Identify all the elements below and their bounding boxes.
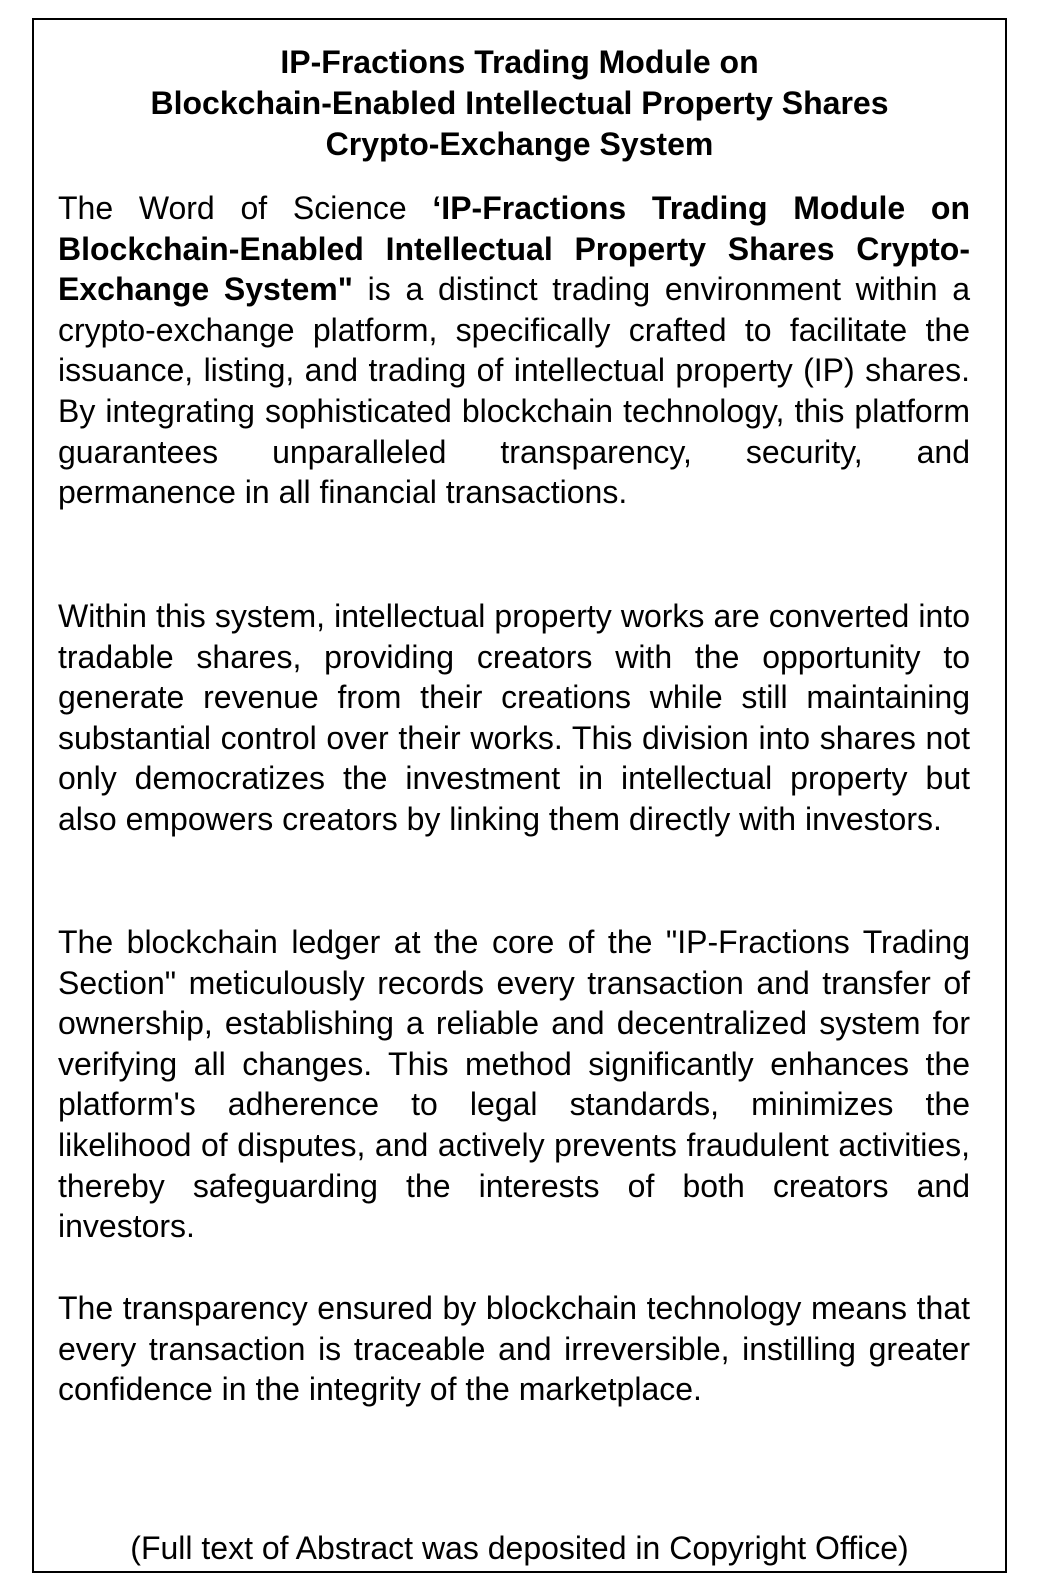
footer-note: (Full text of Abstract was deposited in Copyright Office) [130, 1530, 909, 1566]
paragraph-ledger: The blockchain ledger at the core of the "IP-Fractions Trading Section" meticulously records every transaction and transfer of ownership, establishing a reliable and decentralized system for verifying all changes. This method significantly enhances the platform's adherence to legal standards, minimizes the likelihood of disputes, and actively prevents fraudulent activities, thereby safeguarding the interests of both creators and investors. [58, 924, 970, 1245]
document-frame [32, 18, 1007, 1573]
title-line-1: IP-Fractions Trading Module on [280, 44, 759, 80]
paragraph-shares: Within this system, intellectual property works are converted into tradable shares, providing creators with the opportunity to generate revenue from their creations while still maintaining substantial control over their works. This division into shares not only democratizes the investment in intellectual property but also empowers creators by linking them directly with investors. [58, 598, 970, 837]
title-line-3: Crypto-Exchange System [325, 126, 714, 162]
paragraph-intro-lead: The Word of Science [58, 190, 433, 226]
title-line-2: Blockchain-Enabled Intellectual Property Shares [150, 85, 889, 121]
paragraph-intro-module-name: ‘IP-Fractions Trading Module on Blockchain-Enabled Intellectual Property Shares Crypto-Exchange System" [58, 190, 971, 308]
document-title [34, 42, 1005, 165]
paragraph-intro-rest: is a distinct trading environment within a crypto-exchange platform, specifically crafted to facilitate the issuance, listing, and trading of intellectual property (IP) shares. By integrating sophisticated blockchain technology, this platform guarantees unparalleled transparency, security, and permanence in all financial transactions. [58, 271, 971, 511]
paragraph-intro [58, 188, 970, 513]
paragraph-transparency: The transparency ensured by blockchain technology means that every transaction is traceable and irreversible, instilling greater confidence in the integrity of the marketplace. [58, 1290, 970, 1408]
